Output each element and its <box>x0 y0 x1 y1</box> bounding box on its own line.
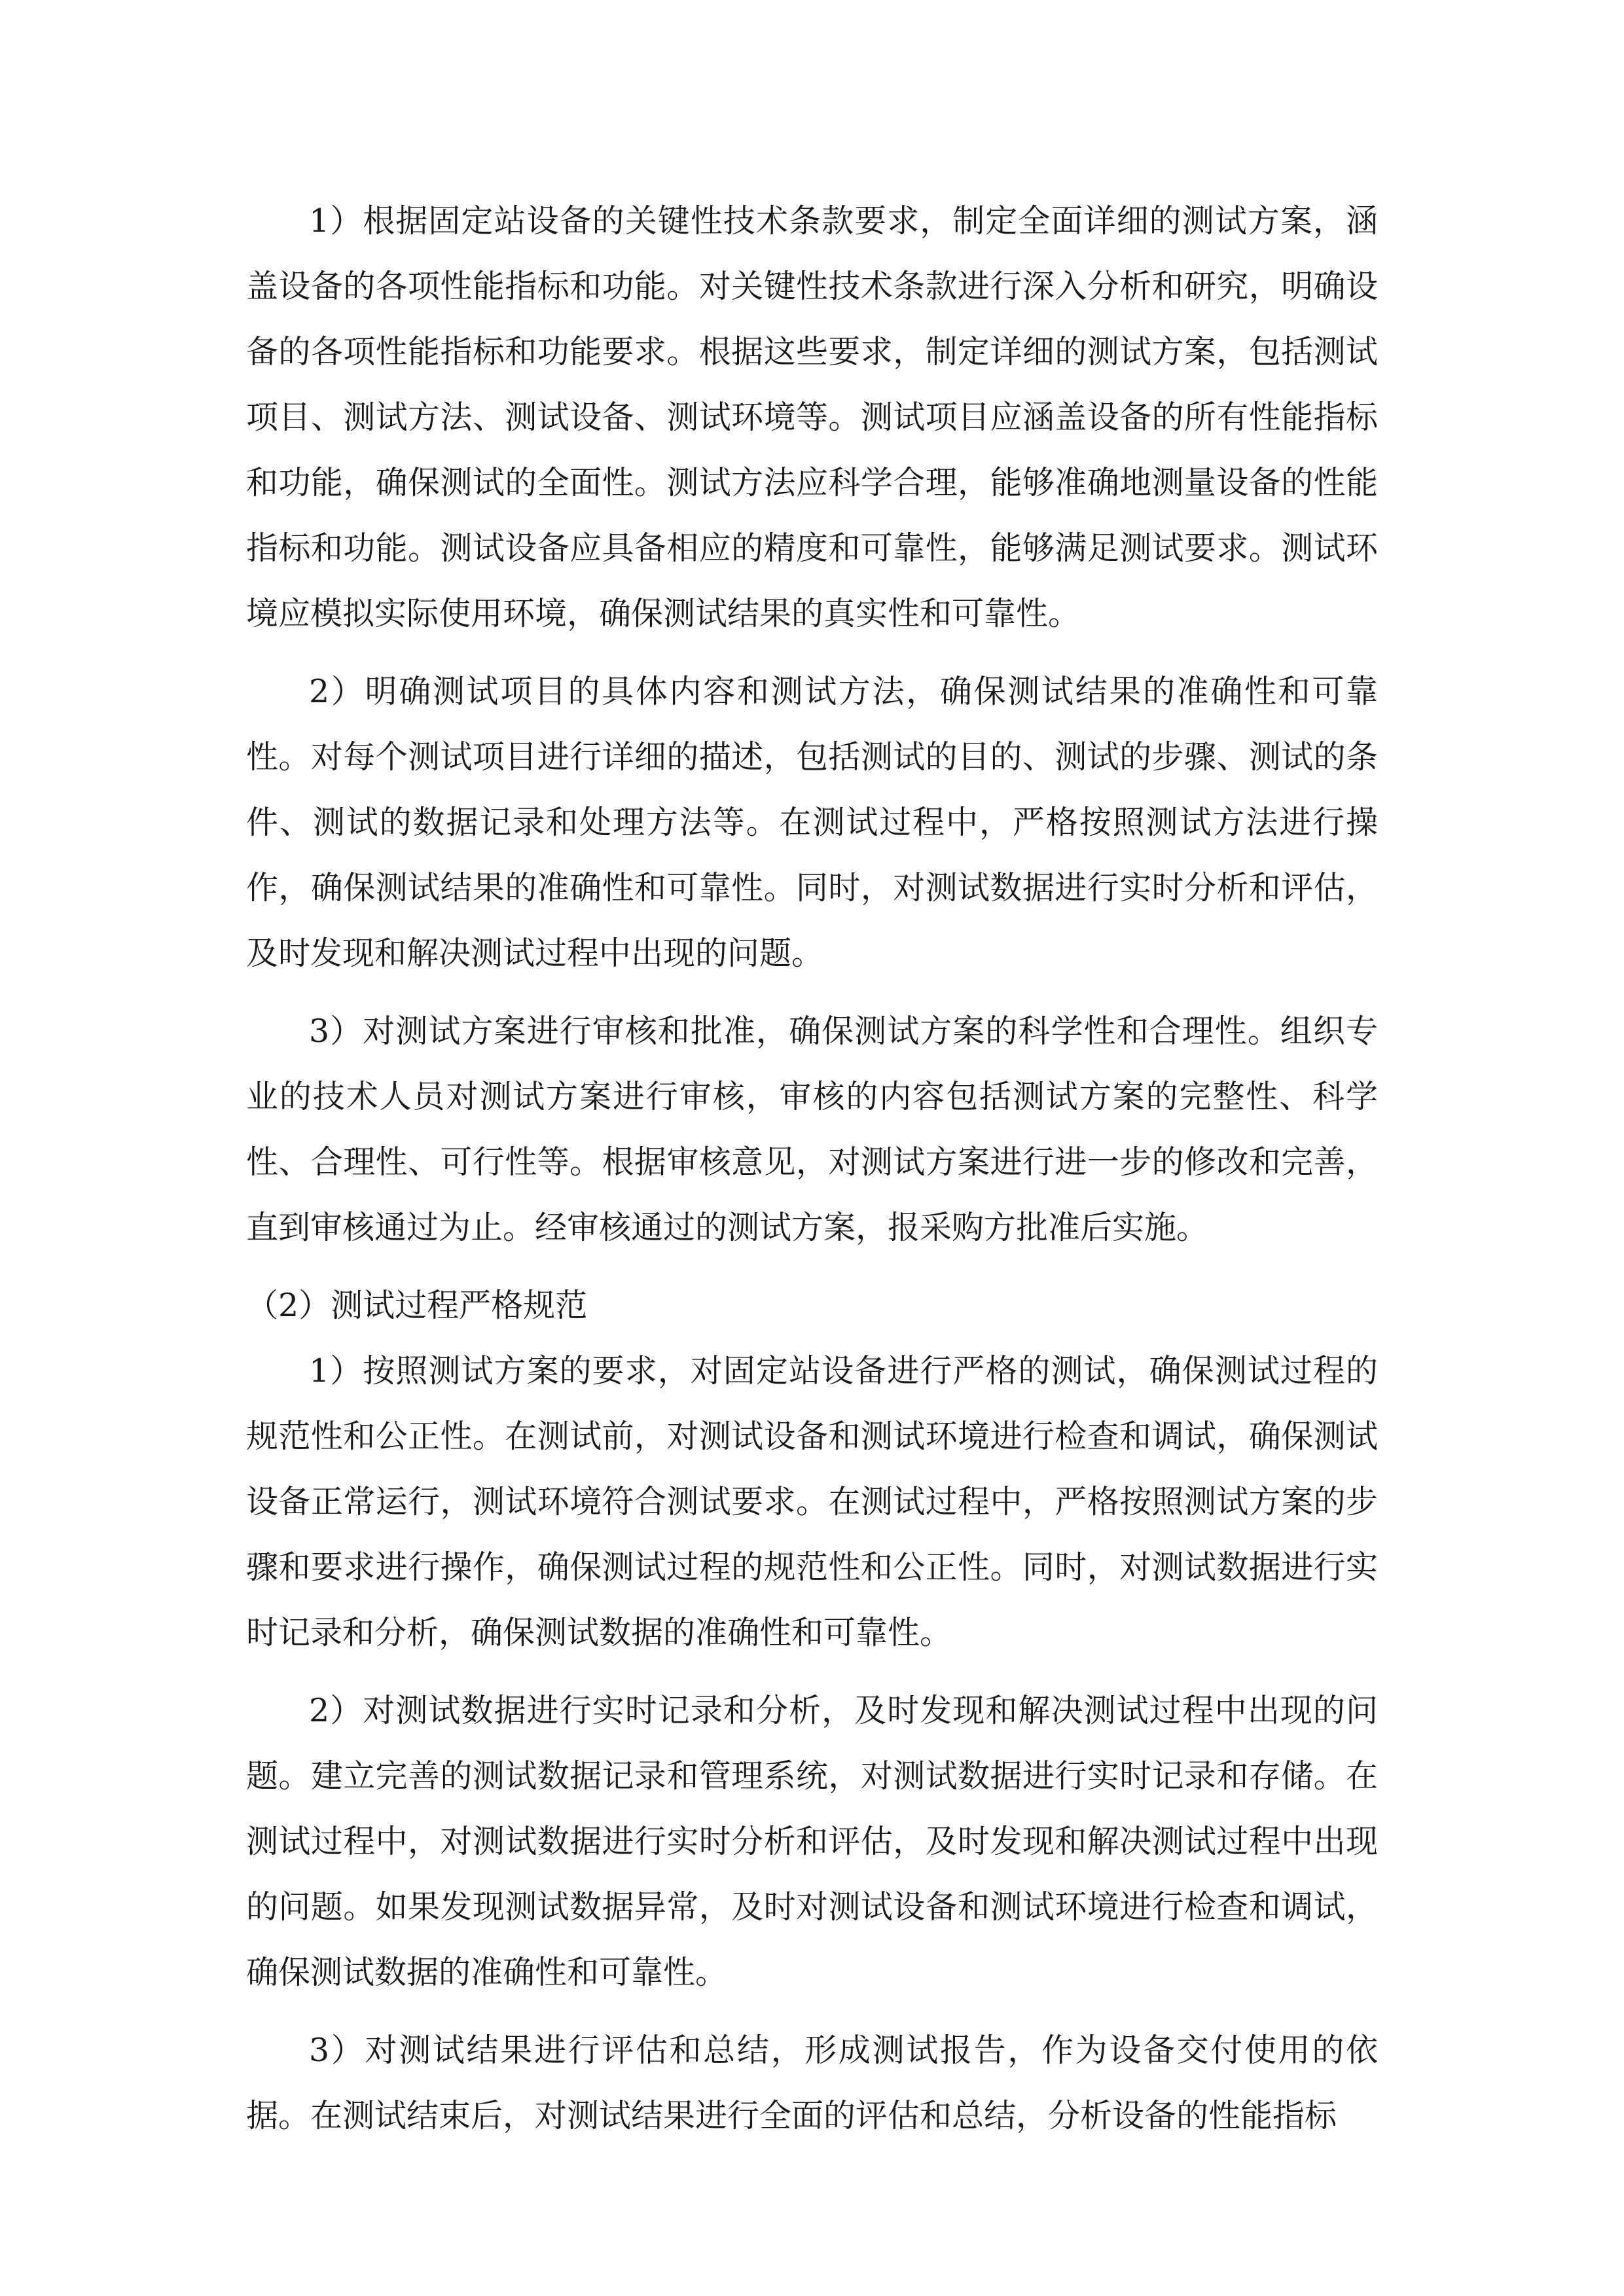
section-heading: （2）测试过程严格规范 <box>246 1287 588 1324</box>
section-paragraph-1: 1）按照测试方案的要求，对固定站设备进行严格的测试，确保测试过程的规范性和公正性。在测试前，对测试设备和测试环境进行检查和调试，确保测试设备正常运行，测试环境符合测试要求。在测试过程中，严格按照测试方案的步骤和要求进行操作，确保测试过程的规范性和公正性。同时，对测试数据进行实时记录和分析，确保测试数据的准确性和可靠性。 <box>246 1352 1378 1651</box>
paragraph-2: 2）明确测试项目的具体内容和测试方法，确保测试结果的准确性和可靠性。对每个测试项目进行详细的描述，包括测试的目的、测试的步骤、测试的条件、测试的数据记录和处理方法等。在测试过程中，严格按照测试方法进行操作，确保测试结果的准确性和可靠性。同时，对测试数据进行实时分析和评估，及时发现和解决测试过程中出现的问题。 <box>246 673 1378 972</box>
section-paragraph-3: 3）对测试结果进行评估和总结，形成测试报告，作为设备交付使用的依据。在测试结束后，对测试结果进行全面的评估和总结，分析设备的性能指标 <box>246 2032 1378 2134</box>
document-body <box>246 188 1378 2149</box>
section-paragraph-2: 2）对测试数据进行实时记录和分析，及时发现和解决测试过程中出现的问题。建立完善的测试数据记录和管理系统，对测试数据进行实时记录和存储。在测试过程中，对测试数据进行实时分析和评估，及时发现和解决测试过程中出现的问题。如果发现测试数据异常，及时对测试设备和测试环境进行检查和调试，确保测试数据的准确性和可靠性。 <box>246 1692 1378 1991</box>
paragraph-1: 1）根据固定站设备的关键性技术条款要求，制定全面详细的测试方案，涵盖设备的各项性能指标和功能。对关键性技术条款进行深入分析和研究，明确设备的各项性能指标和功能要求。根据这些要求，制定详细的测试方案，包括测试项目、测试方法、测试设备、测试环境等。测试项目应涵盖设备的所有性能指标和功能，确保测试的全面性。测试方法应科学合理，能够准确地测量设备的性能指标和功能。测试设备应具备相应的精度和可靠性，能够满足测试要求。测试环境应模拟实际使用环境，确保测试结果的真实性和可靠性。 <box>246 202 1378 632</box>
paragraph-3: 3）对测试方案进行审核和批准，确保测试方案的科学性和合理性。组织专业的技术人员对测试方案进行审核，审核的内容包括测试方案的完整性、科学性、合理性、可行性等。根据审核意见，对测试方案进行进一步的修改和完善，直到审核通过为止。经审核通过的测试方案，报采购方批准后实施。 <box>246 1013 1378 1246</box>
